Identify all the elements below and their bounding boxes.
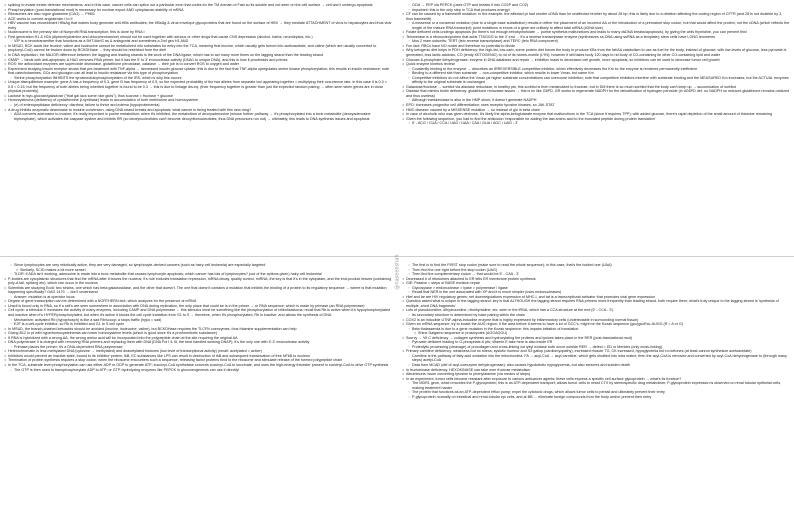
note-bullet: ◦ Proteolytic processing (cleavage) of procollagen and cross-linking via lysyl oxidase both occur outside RER → defect = ED or Menkes (only cross-linking)	[408, 345, 790, 350]
note-bullet: ◦ Answer: mutation is at operator locus	[10, 295, 392, 300]
note-bullet: • In MSUD, the branch-chained ketoacids should be avoided (leucine, isoleucine, valine), but BCKDHase requires the TLCFN coenzymes, thus thiamine supplementation can help	[4, 327, 392, 332]
note-bullet: • If RNA is hybridized with a wrong AA, the wrong amino acid will be incorporated into the polypeptide chain at the site requiring the original AA	[4, 336, 392, 341]
note-bullet: • Giving B12 in pt with hyperhomocysteinemia can lower homocysteine levels (which is good since it's a prothrombotic substance)	[4, 331, 392, 336]
note-bullet: • Experiment studying insulin receptor shows that pre-treatment with TNF-alpha → decreased insulin glucose uptake: this is due to the fact that TNF-alpha upregulates serine kinase phosphorylation; this results in insulin resistance; note that catecholamines, GCs and glucagon can all lead to insulin resistance via this type of phosphorylation	[4, 67, 392, 76]
note-bullet: ◦ Serine phosphorylation INHIBITS the tyrosine/autophosphorylation of the IRS, which is why this occurs	[10, 76, 392, 81]
note-bullet: ◦ E2F is a cell-cycle inhibitor, so Rb is inhibited and G1 to S cell cycle	[10, 322, 392, 327]
note-bullet: • Homocystinuria (deficiency of cystathionine β-synthase) leads to accumulation of both methionine and homocysteine	[4, 98, 392, 103]
note-bullet: • Unique disequilibrium example: gene A has a frequency of 0.3, gene B has frequency of 0.5, so the expected probability of the two alleles from separate loci appearing together = multiplying their occurrence rate, in this case it is 0.3 × 0.5 = 0.15, but the frequency of both alleles being inherited together is found to be 0.3 → this is due to linkage dis-eq. (their frequency together is greater than just the expected random pairing → often seen when genes are in close physical proximity)	[4, 80, 392, 94]
note-bullet: ◦ (e) of enteropeptidase deficiency: diarrhea, failure to thrive and edema (hypoproteinemia)	[10, 103, 392, 108]
note-bullet: • Lactose is myo-glucose/galactose ("that gal lacs some nice gluts"), thus sucrose = fructose + glucose	[4, 94, 392, 99]
note-bullet: • In the TCA, substrate level phosphorylation can use either ADP or GDP to generate ATP; succinyl-CoA synthetase converts succinyl-CoA to succinate, and uses the high-energy thioester present in succinyl-CoA to drive GTP synthesis	[4, 363, 392, 368]
bottom-right-column	[402, 263, 790, 511]
note-bullet: ▪ Shine Dalgarno sequence in prokaryotes (AGGAGGU)	[414, 331, 790, 336]
note-bullet: ◦ The first is to find the FIRST stop codon (make sure to read the whole sequence); in this case, that's the bolded one (UAA)	[408, 263, 790, 268]
note-bullet: • Disease that mimics biotin deficiency: glutathione reductase issues → this is bc like G6PD, GR works to regenerate NADPH for the detoxification of hydrogen peroxide (in dG6PD def, no NADPH so reduced glutathione remains oxidized and thus useless)	[402, 89, 790, 98]
note-bullet: ◦ Important: this is the only step in TCA that produces energy!	[408, 8, 790, 13]
note-bullet: • COX2 is an inducible UTNF-alpha-inducible enzyme that is highly expressed by inflammatory cells (undetectable in surrounding normal tissue)	[402, 318, 790, 323]
note-bullet: • splicing to evade innate defense mechanisms, and in this case, cancer cells can splice out a particular exon that codes for the TM domain of Fast so its soluble and not seen on the cell surface → cell won't undergo apoptosis	[4, 3, 392, 8]
note-bullet: ◦ Then find the complementary codon → that would be 5' - CAA - 3'	[408, 272, 790, 277]
note-bullet: ◦ Recall that NER is the one associated with XP and it is much simpler (uses endonucleases)	[408, 290, 790, 295]
note-bullet: • Glucose-6-phosphate dehydrogenase: enzyme in DNA database and repair → inhibition leads to decreased cell growth, more apoptosis; so inhibitors can be used to decrease tumor cell growth	[402, 58, 790, 63]
note-bullet: ◦ 5' - ACG / CUA / CCA / UAG / UAA / CAA / GUA / AGC / UAG - 3'	[408, 121, 790, 126]
note-bullet: • Fun fact: RBCs have NO nuclei and therefore no potential to divide	[402, 44, 790, 49]
note-bullet: ◦ OOA → PEP via PEPCK (uses GTP and breaks it into CO2P and CO2)	[408, 3, 790, 8]
note-bullet: • In MSUD, BCK acids like leucine, valine and isoleucine cannot be metabolized into substrates for entry into the TCA, meaning that leucine, which usually gets turned into acetoacetate, and valine (which are usually converted to propionyl-CoA) cannot be broken down by BCKDH/ase → they should be restricted from the diet!	[4, 44, 392, 53]
note-bullet: ◦ Then find the one right before the stop codon (UAG)	[408, 268, 790, 273]
note-bullet: • Why ketogenic diet helps in PDH deficiency: the high-fat, low-carb, some protein diet forces the body to produce KBs from the fat/AA catabolism to use as fuel for the body, instead of glucose; with low levels of glucose, less pyruvate is generated, less lactic acidosis; CO (lendy KETOGENIC) to rid of its harms-mobile (LYN); however it still takes body 120 days to rid body of CO-containing ite other CO-containing lipid and water	[402, 48, 790, 57]
note-bullet: ◦ Mus 2 mam subunits; TERT (telo reverse transcriptase) and TERC (telo RNA component)	[408, 39, 790, 44]
note-bullet: • Scurvy → Vit C deficiency → collagen synthesis and hydroxylating the prolines and lysines takes place in the RER (post-translational mod)	[402, 336, 790, 341]
note-bullet: ◦ TLDR: if ADA isn't working, adenosine is made into a toxic metabolite that causes lymphocyte apoptosis; which cancer has lots of lymphocytes? (out of the options given) hairy cell leukemia!	[10, 272, 392, 277]
note-bullet: ▪ Similarly, SCID makes a lot more sense!	[16, 268, 392, 273]
note-bullet: ◦ ADA converts adenosine to inosine; it's really important in purine metabolism; when it's inhibited, the metabolism of deoxyadenosine (whose further pathway → it's phosphorylated into a toxic metabolite (deoxyadenosine triphosphate), which activates the caspase system and inhibits RR (so deoxynucleotides can't become deoxyribonucleotides; thus DNA precursors run out) → ultimately, this leads to DNA synthesis issues and apoptosis	[10, 112, 392, 121]
note-bullet: • EPO: increases progenitor cell differentiation; uses receptor tyrosine kinases, so JAK-STAT	[402, 103, 790, 108]
note-bullet: • ACE works to convert angiotensin I to II	[4, 17, 392, 22]
note-bullet: ◦ Covalently binding to the enzyme → describes an IRREVERSIBLE competitive inhibitor, which effectively decreases the Km bc the enzyme is rendered permanently ineffective	[408, 67, 790, 72]
note-bullet: • GMAP → binds with anti-apoptosis; A H&G removes RNA primer, but it has the 5' to 3' exonuclease activity (DNA1 to unique DNA), and this is how it proofreads and primes	[4, 58, 392, 63]
note-bullet: • Ribosomes are also rogue glutamine (CAG) → PHB1	[4, 12, 392, 17]
note-bullet: ◦ VIP is a neurotransmitter that functions as a 5HT-like/G αs & antagonist and sometimes a 2nd gen H1 AND	[10, 39, 392, 44]
note-bullet: • Galactose/fructose → sorbitol via aldolase reductase; in healthy pts, this sorbitol is then metabolized to fructose, but in DM there is so much sorbitol that the body can't keep up → accumulation of sorbitol	[402, 85, 790, 90]
note-bullet: • A drug inhibits enzymatic deaminase to inosine conversion, using DNA strand breaks and apoptosis; what cancer is being treated with this new drug?	[4, 108, 392, 113]
note-bullet: • Albuminuria; issue converting tyrosine to phenylalanine (via means of steps)	[402, 372, 790, 377]
note-bullet: • In an experiment, tumor cells become resistant after exposure to various anticancer agents; these cells express a specific cell surface glycoprotein → what's its function?	[402, 377, 790, 382]
note-bullet: ◦ Carnitine is the pathway of fatty acid oxidation into the mitochondria: FA → acyl-CoA → acyl-carnitine, which gets shuttled into intra matrix; then the acyl-CoA is removed and converted by acyl-CoA dehydrogenase to (through many steps) acetyl-CoA	[408, 354, 790, 363]
note-bullet: • Folate deficient cells undergo apoptosis (bc there's not enough tetrahydrofolate → purine synthesis malfunctions and leads to many dsDNA breaks/apoptosis), by giving the cells thymidine, you can prevent this!	[402, 30, 790, 35]
note-bullet: ◦ Primase places the primer; it's a DNA-dependent RNA polymerase	[10, 345, 392, 350]
note-bullet: • HMC disease: caused by a MISSENSE mutation → so instead of glu in beta chain	[402, 108, 790, 113]
note-bullet: • DNA polymerase II is charged with removing RNA primers and replacing them with DNA (DNA Pol I & III, the best handled working DNAP); it's the only one with 5'-3' exonuclease activity	[4, 340, 392, 345]
note-bullet: • Uracil is found only in RNA, so if a cell's are seen somewhere in association with DNA during replication, the only place that could be is in the primer → or RNA sequence, which is made by primase (an RNA polymerase)	[4, 304, 392, 309]
note-bullet: • First generation H1 & H2A (diphenhydramine and chlorpheniramine) should not be used together with serious or other drugs that cause CNS depression (alcohol, barbs, neuroleptics, etc.)	[4, 35, 392, 40]
note-bullet: • Phosphorylation (post-translational mod) is necessary for nuclear export AND cytoplasmic stability of mRNA	[4, 8, 392, 13]
note-bullet: • Telomerase is a ribonucleoprotein that adds TTAGGG to the 3' end → it's a reverse transcriptase enzyme (synthesizes ss-DNA using ssRNA as a template); stem cells have LONG telomeres	[402, 35, 790, 40]
note-bullet: ◦ The GTP is then used to transphosphorylate ADP to ATP; or GTP-hydrolyzing enzymes like PEPCK in gluconeogenesis can use it directly!	[10, 368, 392, 373]
note-bullet: • Given an mRNA sequence, try to locate the AUG region; if the area before it seems to have a lot of GCC's, might be the Kozak sequence (gcc)gccRcc-AUGG (R = A or G)	[402, 322, 790, 327]
note-bullet: ◦ Since lymphocytes are very mitotically active, they are very damaged, so lymphocyte-derived cancers (such as hairy cell leukemia) are especially targeted	[10, 263, 392, 268]
note-bullet: • Heterochromatin is less methylated DNA (cytosine → methylated) and deacetylated histones (low level of transcriptional activity) (recall: acetylated = active)	[4, 349, 392, 354]
top-right-column	[402, 3, 790, 254]
note-bullet: • Given the following sequence, you had to find the anticodon 'responsible for adding the last amino acid to the truncated peptide during protein translation'	[402, 117, 790, 122]
note-bullet: • Inhibitors would prevent an inactive state, bound to its inhibitor protein, IkB, EC substances like LPS can result in destruction of IkB and subsequent translocation of free NFkB to nucleus	[4, 354, 392, 359]
note-bullet: • HBV vaccine has recombinant HBsAg that makes body generate anti-HBs antibodies; the HBsAg & virus envelope glycoproteins that are found on the surface of HBV → they mediate ATTACHMENT of virus to hepatocytes and thus viral entry	[4, 21, 392, 30]
note-bullet: • Cell cycle: a stimulus X increases the activity of many enzymes, including CAMP and DNA polymerase → this stimulus must be something like the phosphorylation of retinoblastoma; recall that Rb is active when it's hypophosphorylated and inactive when it's HYPERphosphorylated, but when it's active it blocks the cell cycle transition from G1 to S → therefore, when it's phosphorylated, Rb is inactive, and allows the synthesis of DNA	[4, 308, 392, 317]
note-bullet: ◦ Its secondary structure is determined by base pairing within the chain	[408, 313, 790, 318]
note-bullet: • Scientists are studying Ecoli: two strains, one which has beta galactosidase, and the other that doesn't. The one that doesn't contains a mutation that inhibits the binding of a protein to its regulatory sequence → where is that mutation happening specifically? GAG 1479 → don't understand	[4, 286, 392, 295]
watermark-text: @haseebshah	[395, 254, 402, 290]
note-bullet: ◦ P-glycoprotein normally on intestinal and renal tubular epi cells, and at BB → eliminate foreign compounds from the body and/or prevent their entry	[408, 395, 790, 400]
note-bullet: ◦ Mechanism: activated Rb (hypophosph) is like a sad Rb/scoop: a stops traffic (hypo = sad)	[10, 318, 392, 323]
note-bullet: • In DNA replication, the MAJOR difference between the lagging and leading strands is the work of the DNA ligase, which has to act many more times on the lagging strand than the leading strand	[4, 53, 392, 58]
bottom-left-column	[4, 263, 392, 511]
note-bullet: • Primary carnitine deficiency: weakness but no stress; systolic murmur and S3 gallop (cardiomyopathy), increased muscle TG, CK increased, hypoglycemia but no ketones (at least cannot synthesize acetoacetate)	[402, 349, 790, 354]
note-bullet: ◦ Data from MCAD (def of acyl-coenzyme dehydrogenase): also causes hypoketotic hypoglycemia, but also seizures and sudden death	[408, 363, 790, 368]
note-bullet: ◦ Glycosylase > endonuclease > lyase > polymerase / ligase	[408, 286, 790, 291]
top-left-column	[4, 3, 392, 254]
note-bullet: • In case of alcoholic who was given dextrose, it's likely the alpha-ketoglutarate enzyme that malfunctions in the TCA (since it requires TPP); with added glucose, there's rapid depletion of the small amount of thiamine remaining	[402, 112, 790, 117]
note-bullet: • Question asked what is unique to the lagging strand: key is that ALTHOUGH the lagging strand requires RNA primers more frequently than leading strand, both require them; what's truly unique to the lagging strand is 'synthesis of multiple, short DNA fragments'	[402, 299, 790, 308]
notes-page-bottom	[0, 257, 794, 513]
note-bullet: ◦ The protein that functions as an ATP-dependent efflux pump; expel the cytotoxic drugs, which allows tumor cells to persist and ultimately prevent their entry	[408, 390, 790, 395]
note-bullet: ◦ A missense or a nonsense mutation (due to a single base substitution) results in either the placement of an incorrect AA or the introduction of a premature stop codon, but that would affect the protein, not the cDNA (which reflects the length of the mature RNA transcript); point mutations in exons of a gene are unlikely to affect total mRNA (cDNA size)	[408, 21, 790, 30]
note-bullet: • Nucleosome is the primary site of Nonprofit RNA transcription; this is done by RNA I	[4, 30, 392, 35]
note-bullet: ◦ Binding to a different site than substrate → non-competitive inhibitor, which results in lower Vmax, but same Km	[408, 71, 790, 76]
note-bullet: • ROS: the antioxidant enzymes are superoxide dismutase, glutathione peroxidase, catalase → their job is to convert ROS to oxygen and water	[4, 62, 392, 67]
note-bullet: • Quick enzyme kinetics review:	[402, 62, 790, 67]
note-bullet: • GlE: Passive = steps of BASE excision repair	[402, 281, 790, 286]
note-bullet: • Lots of pseudouridine, dihydrouridine, ribothymidine, etc. seen in the tRNA, which has a CCA structure at the end (5' - CCA - 3')	[402, 308, 790, 313]
note-bullet: ◦ Competitive inhibitors do not affect the Vmax (at higher substrate concentrations can overcome inhibition; note that competitive inhibitors interfere with substrate binding and the MEASURED Km increases, but the ACTUAL enzymes affinity to the original substrate is unchanged	[408, 76, 790, 85]
notes-page-top	[0, 0, 794, 256]
note-bullet: • Degree of gene transcription can be determined with a NORTHERN blot, which analyzes for the presence of mRNA	[4, 299, 392, 304]
note-bullet: • In fructokinase deficiency, HEXOKINASE can take over fructose metabolism	[402, 368, 790, 373]
note-bullet: • P-bodies are cytoplasmic structures that find the mRNA after it leaves the nucleus; it's role includes translation repression, mRNA decay, quality control, miRNA; the key is that it's in the cytoplasm, and the end-product leaves (containing poly-A tail, splicing etc), which can occur in the nucleus	[4, 277, 392, 286]
note-bullet: ◦ The MDR1 gene, which encodes the P-glycoprotein; this is an ATP-dependent transport; allows tumor cells to resist CTX by stereospecific drug metabolism; P-glycoprotein expression is observed on renal tubular epithelial cells, making treatment harder	[408, 381, 790, 390]
note-bullet: • Termination of protein synthesis requires a stop codon; when the ribosome encounters such a sequence, releasing factor proteins bind to the ribosome and stimulate release of the formed polypeptide chain	[4, 358, 392, 363]
note-bullet: ◦ Beta thalassemia is due to a gene mutation in the Kozak sequence: this impairs initiation of translation	[408, 327, 790, 332]
note-bullet: ◦ Pyruvate deficient leading to G-phosphate-6 pts; Vitamin E take here is also inside ER	[408, 340, 790, 345]
note-bullet: • CF can be caused by a frameshift mutation: in the example, the affected pt had shorter cDNA than he unaffected brother by about 28 bp; this is likely due to a deletion affecting the coding region of CFTR (and 28 is not divisible by 3, thus frameshift)	[402, 12, 790, 21]
note-bullet: • Hief and lar are HIV regulatory genes; nef downregulations expression of MHC-I, and tat is a transcriptional activator that promotes viral gene expression	[402, 295, 790, 300]
note-bullet: • Decreased # of ribosomes attached to ER tells ER membrane protein synthesis	[402, 277, 790, 282]
note-bullet: ◦ Although transketolase is also in the HMP shunt, it doesn't generate NADPH	[408, 98, 790, 103]
